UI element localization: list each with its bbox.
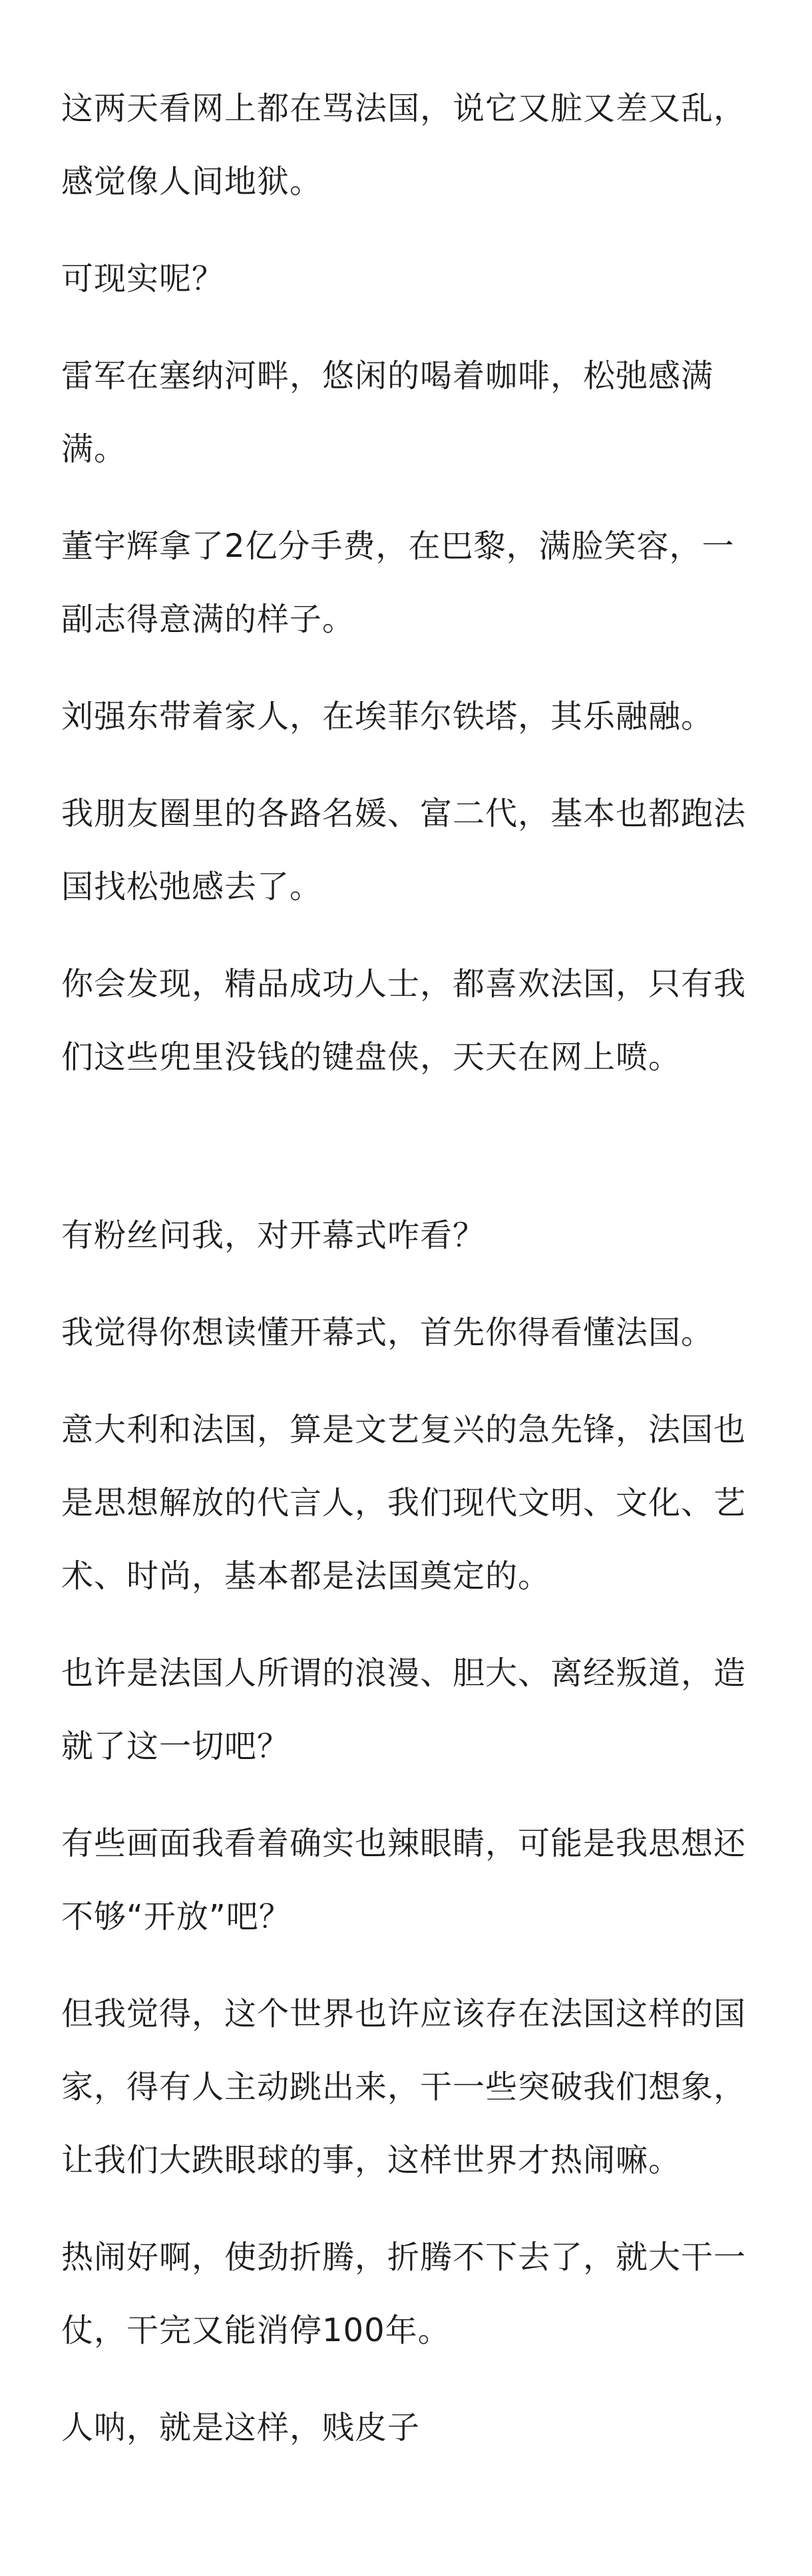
paragraph-9: 我觉得你想读懂开幕式，首先你得看懂法国。 xyxy=(61,1314,714,1351)
paragraph-5: 刘强东带着家人，在埃菲尔铁塔，其乐融融。 xyxy=(61,698,714,735)
section-gap xyxy=(61,1118,760,1199)
article-body xyxy=(61,72,760,2488)
paragraph-15: 人呐，就是这样，贱皮子 xyxy=(61,2409,421,2446)
paragraph-13: 但我觉得，这个世界也许应该存在法国这样的国家，得有人主动跳出来，干一些突破我们想象，让我们大跌眼球的事，这样世界才热闹嘛。 xyxy=(61,1995,747,2179)
paragraph-11: 也许是法国人所谓的浪漫、胆大、离经叛道，造就了这一切吧？ xyxy=(61,1655,747,1765)
paragraph-14: 热闹好啊，使劲折腾，折腾不下去了，就大干一仗，干完又能消停100年。 xyxy=(61,2239,747,2349)
paragraph-10: 意大利和法国，算是文艺复兴的急先锋，法国也是思想解放的代言人，我们现代文明、文化、艺术、时尚，基本都是法国奠定的。 xyxy=(61,1411,747,1595)
paragraph-3: 雷军在塞纳河畔，悠闲的喝着咖啡，松弛感满满。 xyxy=(61,357,714,468)
paragraph-2: 可现实呢？ xyxy=(61,260,225,297)
paragraph-7: 你会发现，精品成功人士，都喜欢法国，只有我们这些兜里没钱的键盘侠，天天在网上喷。 xyxy=(61,965,747,1076)
paragraph-8: 有粉丝问我，对开幕式咋看？ xyxy=(61,1217,486,1254)
paragraph-6: 我朋友圈里的各路名媛、富二代，基本也都跑法国找松弛感去了。 xyxy=(61,795,747,905)
paragraph-12: 有些画面我看着确实也辣眼睛，可能是我思想还不够“开放”吧？ xyxy=(61,1825,747,1935)
paragraph-4: 董宇辉拿了2亿分手费，在巴黎，满脸笑容，一副志得意满的样子。 xyxy=(61,528,735,638)
paragraph-1: 这两天看网上都在骂法国，说它又脏又差又乱，感觉像人间地狱。 xyxy=(61,90,747,200)
